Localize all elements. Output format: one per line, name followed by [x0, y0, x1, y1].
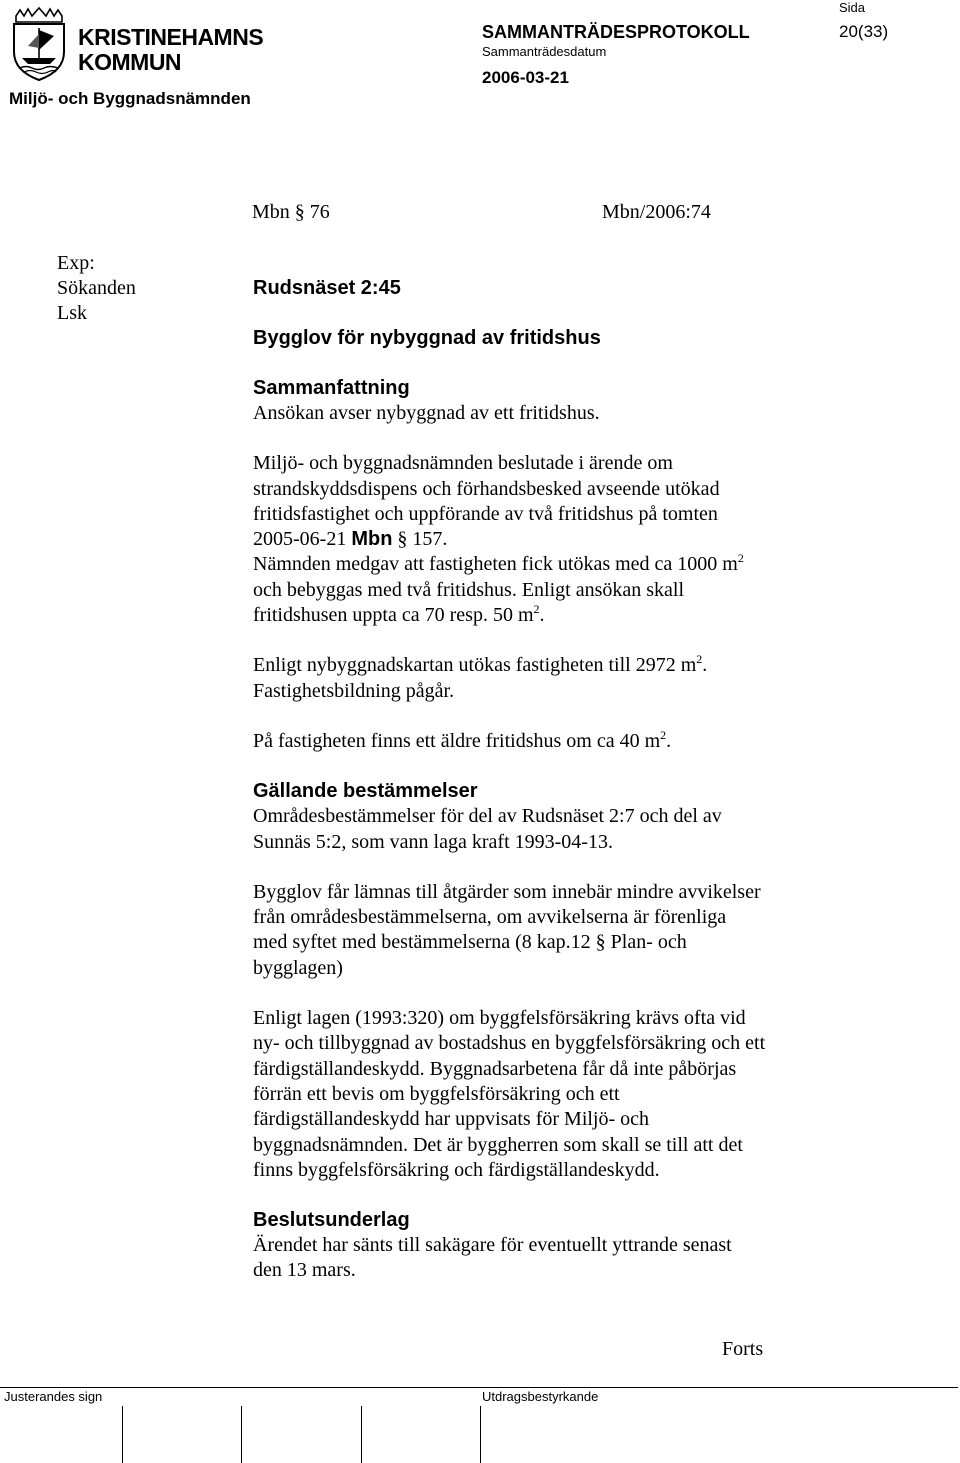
protocol-body — [253, 276, 933, 1284]
text-fragment: . — [702, 654, 708, 677]
text-line: från områdesbestämmelserna, om avvikelserna är förenliga — [253, 906, 727, 929]
basis-heading: Beslutsunderlag — [253, 1209, 410, 1232]
summary-paragraph-decision — [253, 451, 933, 628]
signature-box-divider — [122, 1406, 123, 1463]
property-heading: Rudsnäset 2:45 — [253, 277, 401, 299]
text-line: bygglagen) — [253, 956, 343, 979]
superscript-2: 2 — [533, 602, 540, 617]
text-fragment: . — [666, 729, 672, 752]
page-number: 20(33) — [839, 22, 889, 41]
superscript-2: 2 — [696, 652, 703, 667]
text-line: Bygglov får lämnas till åtgärder som innebär mindre avvikelser — [253, 880, 761, 903]
subject-heading: Bygglov för nybyggnad av fritidshus — [253, 327, 601, 349]
text-line — [253, 603, 933, 628]
text-line: färdigställandeskydd. Byggnadsarbetena får då inte påbörjas — [253, 1057, 737, 1080]
text-line: och bebyggas med två fritidshus. Enligt ansökan skall — [253, 578, 685, 601]
distribution-label: Exp: — [57, 252, 95, 274]
meeting-date: 2006-03-21 — [482, 68, 569, 87]
text-line: finns byggfelsförsäkring och färdigställandeskydd. — [253, 1158, 660, 1181]
rules-heading: Gällande bestämmelser — [253, 780, 478, 803]
text-line: med syftet med bestämmelserna (8 kap.12 § Plan- och — [253, 931, 687, 954]
superscript-2: 2 — [737, 551, 744, 566]
text-line: Miljö- och byggnadsnämnden beslutade i ärende om — [253, 452, 673, 475]
summary-heading: Sammanfattning — [253, 377, 410, 399]
text-fragment: Enligt nybyggnadskartan utökas fastigheten till 2972 m — [253, 654, 697, 677]
text-line: den 13 mars. — [253, 1259, 356, 1282]
text-line: byggnadsnämnden. Det är byggherren som skall se till att det — [253, 1133, 743, 1156]
text-fragment: Nämnden medgav att fastigheten fick utökas med ca 1000 m — [253, 553, 738, 576]
signature-box-divider — [241, 1406, 242, 1463]
text-fragment: På fastigheten finns ett äldre fritidshus om ca 40 m — [253, 729, 661, 752]
text-line: Ärendet har sänts till sakägare för eventuellt yttrande senast — [253, 1234, 732, 1257]
organization-name-line1: KRISTINEHAMNS — [78, 24, 264, 50]
text-line — [253, 527, 933, 552]
text-line: fritidsfastighet och uppförande av två fritidshus på tomten — [253, 502, 718, 525]
signature-label: Justerandes sign — [4, 1389, 103, 1404]
footer-divider — [0, 1387, 958, 1388]
board-name: Miljö- och Byggnadsnämnden — [9, 89, 251, 108]
summary-text: Ansökan avser nybyggnad av ett fritidshus. — [253, 402, 600, 424]
superscript-2: 2 — [660, 727, 667, 742]
decision-ref-paragraph: § 157. — [397, 528, 448, 551]
text-fragment: . — [539, 604, 545, 627]
text-line: ny- och tillbyggnad av bostadshus en byggfelsförsäkring och ett — [253, 1032, 766, 1055]
signature-box-divider — [480, 1406, 481, 1463]
page-label: Sida — [839, 0, 866, 15]
text-line: strandskyddsdispens och förhandsbesked avseende utökad — [253, 477, 720, 500]
case-reference: Mbn/2006:74 — [602, 201, 711, 223]
text-line: Områdesbestämmelser för del av Rudsnäset 2:7 och del av — [253, 805, 722, 828]
text-line — [253, 552, 933, 577]
applicant-label: Sökanden — [57, 277, 136, 299]
text-line: Fastighetsbildning pågår. — [253, 679, 455, 702]
text-fragment: fritidshusen uppta ca 70 resp. 50 m — [253, 604, 534, 627]
document-title: SAMMANTRÄDESPROTOKOLL — [482, 22, 750, 42]
decision-date: 2005-06-21 — [253, 528, 347, 551]
organization-name-line2: KOMMUN — [78, 49, 182, 75]
text-line: Enligt lagen (1993:320) om byggfelsförsäkring krävs ofta vid — [253, 1007, 746, 1030]
decision-ref-prefix: Mbn — [351, 528, 393, 551]
continued-marker: Forts — [722, 1338, 764, 1360]
text-line: förrän ett bevis om byggfelsförsäkring och ett — [253, 1082, 620, 1105]
signature-box-divider — [361, 1406, 362, 1463]
text-line — [253, 653, 933, 678]
lsk-label: Lsk — [57, 302, 87, 324]
text-line: Sunnäs 5:2, som vann laga kraft 1993-04-13. — [253, 830, 613, 853]
municipality-coat-of-arms-icon — [10, 6, 68, 82]
extract-certification-label: Utdragsbestyrkande — [482, 1389, 599, 1404]
case-number: Mbn § 76 — [252, 201, 330, 223]
meeting-date-label: Sammanträdesdatum — [482, 44, 607, 59]
text-line — [253, 729, 933, 754]
text-line: färdigställandeskydd har uppvisats för Miljö- och — [253, 1108, 650, 1131]
